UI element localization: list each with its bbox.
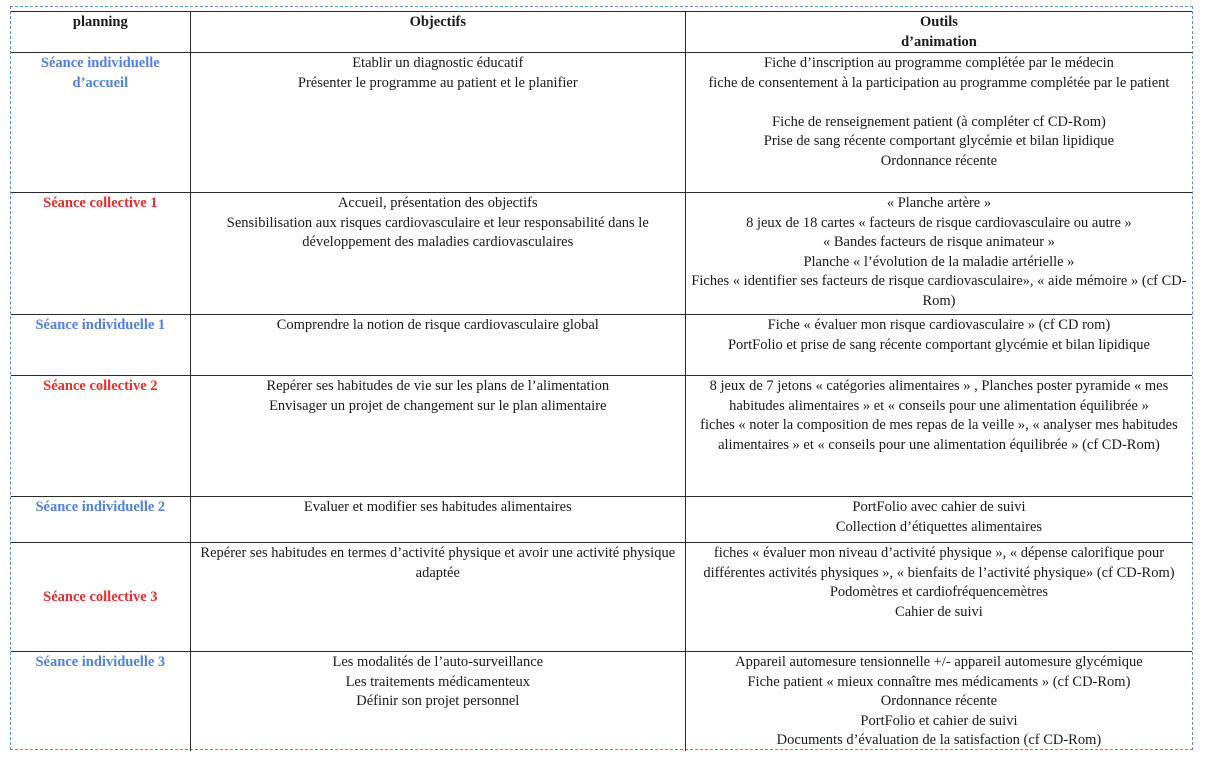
objectives-cell-line: Sensibilisation aux risques cardiovasculaire et leur responsabilité dans le développement des maladies cardiovasculaires [226, 214, 649, 250]
header-objectifs [190, 12, 685, 53]
table-header-row [11, 12, 1192, 53]
header-planning-text: planning [72, 14, 128, 30]
tools-cell-line: Appareil automesure tensionnelle +/- appareil automesure glycémique [735, 654, 1143, 670]
tools-cell-line: PortFolio et cahier de suivi [860, 712, 1018, 729]
header-outils [685, 12, 1192, 53]
session-label-line: Séance individuelle 3 [35, 654, 166, 670]
session-label [11, 315, 190, 376]
tools-cell [685, 315, 1192, 376]
tools-cell-line: PortFolio et prise de sang récente comportant glycémie et bilan lipidique [727, 336, 1150, 353]
table-row [11, 193, 1192, 315]
tools-cell [685, 497, 1192, 543]
tools-cell-line: Fiches « identifier ses facteurs de risque cardiovasculaire», « aide mémoire » (cf CD-Rom) [691, 273, 1187, 309]
table-row [11, 53, 1192, 193]
session-label-line: Séance individuelle 1 [35, 317, 166, 333]
objectives-cell-line: Les traitements médicamenteux [345, 673, 530, 690]
session-label-line: Séance collective 1 [43, 195, 158, 211]
objectives-cell [190, 497, 685, 543]
tools-cell-line: Fiche de renseignement patient (à compléter cf CD-Rom) [772, 113, 1106, 130]
session-label-line: Séance collective 3 [43, 588, 158, 605]
session-label [11, 376, 190, 497]
tools-cell-line: 8 jeux de 18 cartes « facteurs de risque cardiovasculaire ou autre » [746, 214, 1132, 231]
table-row [11, 376, 1192, 497]
session-label-line: Séance collective 2 [43, 378, 158, 394]
tools-cell [685, 543, 1192, 652]
session-label [11, 497, 190, 543]
header-objectifs-text: Objectifs [409, 14, 466, 30]
tools-cell [685, 376, 1192, 497]
table-row [11, 315, 1192, 376]
tools-cell [685, 53, 1192, 193]
objectives-cell [190, 652, 685, 751]
tools-cell-line: Collection d’étiquettes alimentaires [835, 518, 1043, 535]
tools-cell-line: Fiche d’inscription au programme complétée par le médecin [764, 55, 1114, 71]
tools-cell-line: Documents d’évaluation de la satisfaction (cf CD-Rom) [776, 732, 1102, 748]
objectives-cell [190, 193, 685, 315]
session-label-line: Séance individuelle [40, 55, 160, 71]
tools-cell-line: « Planche artère » [886, 195, 992, 211]
tools-cell-line: fiches « noter la composition de mes repas de la veille », « analyser mes habitudes alimentaires » et « conseils pour une alimentation équilibrée » (cf CD-Rom) [700, 417, 1178, 453]
session-label-line: d’accueil [72, 74, 129, 91]
table-row [11, 497, 1192, 543]
objectives-cell-line: Evaluer et modifier ses habitudes alimentaires [303, 499, 572, 515]
tools-cell-line: Cahier de suivi [895, 603, 983, 620]
session-label-line: Séance individuelle 2 [35, 499, 166, 515]
objectives-cell [190, 315, 685, 376]
session-label [11, 652, 190, 751]
objectives-cell-line: Repérer ses habitudes de vie sur les plans de l’alimentation [266, 378, 610, 394]
tools-cell-line: fiche de consentement à la participation au programme complétée par le patient [708, 74, 1170, 91]
session-label [11, 53, 190, 193]
objectives-cell-line: Présenter le programme au patient et le planifier [297, 74, 578, 91]
tools-cell-line: Podomètres et cardiofréquencemètres [829, 584, 1049, 600]
header-outils-line2: d’animation [901, 33, 977, 50]
tools-cell [685, 193, 1192, 315]
objectives-cell-line: Repérer ses habitudes en termes d’activité physique et avoir une activité physique adaptée [200, 545, 676, 581]
tools-cell-line: Fiche « évaluer mon risque cardiovasculaire » (cf CD rom) [767, 317, 1111, 333]
tools-cell-line: Fiche patient « mieux connaître mes médicaments » (cf CD-Rom) [747, 673, 1131, 690]
tools-cell-line: fiches « évaluer mon niveau d’activité physique », « dépense calorifique pour différentes activités physiques », « bienfaits de l’activité physique» (cf CD-Rom) [703, 545, 1175, 581]
objectives-cell-line: Comprendre la notion de risque cardiovasculaire global [276, 317, 599, 333]
tools-cell-line: Ordonnance récente [880, 693, 998, 709]
tools-cell [685, 652, 1192, 751]
table-row [11, 652, 1192, 751]
objectives-cell [190, 53, 685, 193]
tools-cell-line: PortFolio avec cahier de suivi [852, 499, 1026, 515]
objectives-cell [190, 543, 685, 652]
objectives-cell-line: Les modalités de l’auto-surveillance [332, 654, 544, 670]
tools-cell-line: « Bandes facteurs de risque animateur » [822, 234, 1055, 250]
planning-table [11, 11, 1192, 751]
objectives-cell-line: Accueil, présentation des objectifs [337, 195, 538, 211]
header-planning [11, 12, 190, 53]
tools-cell-line: 8 jeux de 7 jetons « catégories alimentaires » , Planches poster pyramide « mes habitudes alimentaires » et « conseils pour une alimentation équilibrée » [709, 378, 1169, 414]
tools-cell-line [690, 93, 1188, 113]
objectives-cell-line: Envisager un projet de changement sur le plan alimentaire [269, 397, 607, 414]
header-outils-line1: Outils [920, 14, 958, 30]
objectives-cell-line: Etablir un diagnostic éducatif [352, 55, 524, 71]
table-row [11, 543, 1192, 652]
session-label [11, 193, 190, 315]
tools-cell-line: Planche « l’évolution de la maladie artérielle » [803, 253, 1075, 270]
tools-cell-line: Ordonnance récente [880, 152, 998, 169]
session-label [11, 543, 190, 652]
tools-cell-line: Prise de sang récente comportant glycémie et bilan lipidique [763, 133, 1115, 149]
objectives-cell [190, 376, 685, 497]
objectives-cell-line: Définir son projet personnel [356, 693, 520, 709]
